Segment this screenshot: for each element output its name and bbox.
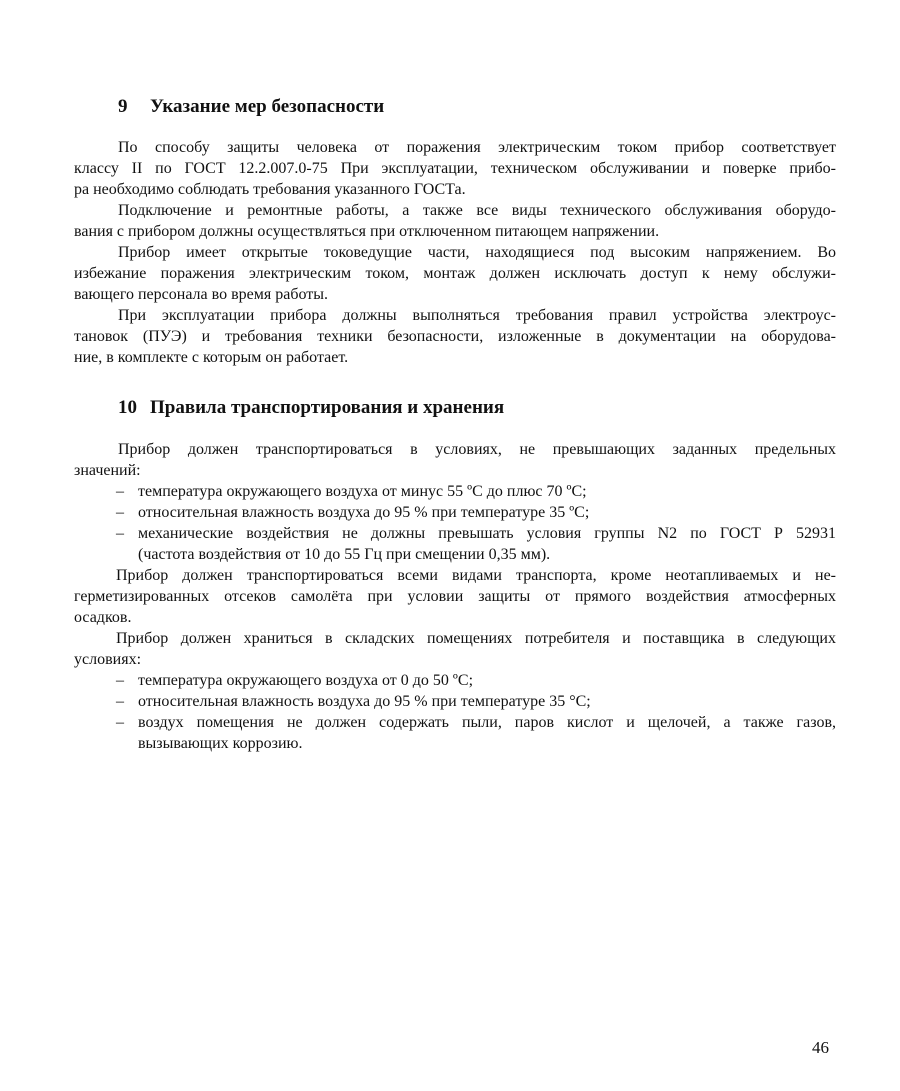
paragraph-line: ние, в комплекте с которым он работает.	[74, 349, 349, 366]
paragraph-line: Прибор должен транспортироваться в условиях, не превышающих заданных предельных	[118, 441, 836, 458]
paragraph-line: значений:	[74, 462, 141, 479]
section-10-number: 10	[118, 397, 137, 418]
section-9-title: Указание мер безопасности	[150, 96, 385, 117]
list-dash: –	[116, 504, 124, 521]
section-10-body	[74, 439, 836, 754]
list-item	[74, 502, 836, 523]
paragraph-line: условиях:	[74, 651, 142, 668]
paragraph-line: По способу защиты человека от поражения электрическим током прибор соответствует	[118, 139, 836, 156]
paragraph-line: Прибор должен транспортироваться всеми видами транспорта, кроме неотапливаемых и не-	[116, 567, 836, 584]
section-9-heading	[118, 96, 384, 118]
paragraph-line: вающего персонала во время работы.	[74, 286, 328, 303]
list-item-text: относительная влажность воздуха до 95 % при температуре 35 °С;	[138, 693, 591, 710]
list-item	[74, 691, 836, 712]
list-item-text: воздух помещения не должен содержать пыли, паров кислот и щелочей, а также газов,	[138, 714, 836, 731]
section-9-number: 9	[118, 96, 128, 117]
list-item	[74, 523, 836, 544]
section-10-title: Правила транспортирования и хранения	[150, 397, 505, 418]
list-item-text: температура окружающего воздуха от минус 55 ºС до плюс 70 ºС;	[138, 483, 587, 500]
list-item-continuation: вызывающих коррозию.	[138, 735, 303, 752]
list-dash: –	[116, 525, 124, 542]
paragraph-line: При эксплуатации прибора должны выполняться требования правил устройства электроус-	[118, 307, 836, 324]
paragraph-line: Прибор должен храниться в складских помещениях потребителя и поставщика в следующих	[116, 630, 836, 647]
paragraph-line: вания с прибором должны осуществляться при отключенном питающем напряжении.	[74, 223, 660, 240]
section-9-body	[74, 137, 836, 368]
list-item-text: механические воздействия не должны превышать условия группы N2 по ГОСТ Р 52931	[138, 525, 836, 542]
paragraph-line: тановок (ПУЭ) и требования техники безопасности, изложенные в документации на оборудова-	[74, 328, 836, 345]
paragraph-line: герметизированных отсеков самолёта при условии защиты от прямого воздействия атмосферных	[74, 588, 836, 605]
list-dash: –	[116, 483, 124, 500]
paragraph-line: ра необходимо соблюдать требования указанного ГОСТа.	[74, 181, 466, 198]
list-item-text: относительная влажность воздуха до 95 % при температуре 35 ºС;	[138, 504, 590, 521]
page-number: 46	[812, 1038, 829, 1057]
paragraph-line: классу II по ГОСТ 12.2.007.0-75 При эксплуатации, техническом обслуживании и поверке прибо-	[74, 160, 836, 177]
list-item	[74, 481, 836, 502]
paragraph-line: осадков.	[74, 609, 132, 626]
paragraph-line: Прибор имеет открытые токоведущие части, находящиеся под высоким напряжением. Во	[118, 244, 836, 261]
list-item-continuation: (частота воздействия от 10 до 55 Гц при смещении 0,35 мм).	[138, 546, 551, 563]
list-dash: –	[116, 693, 124, 710]
list-item	[74, 712, 836, 733]
list-dash: –	[116, 672, 124, 689]
list-dash: –	[116, 714, 124, 731]
section-10-heading	[118, 397, 504, 419]
paragraph-line: Подключение и ремонтные работы, а также все виды технического обслуживания оборудо-	[118, 202, 836, 219]
list-item	[74, 670, 836, 691]
paragraph-line: избежание поражения электрическим током, монтаж должен исключать доступ к нему обслужи-	[74, 265, 836, 282]
list-item-text: температура окружающего воздуха от 0 до 50 ºС;	[138, 672, 474, 689]
